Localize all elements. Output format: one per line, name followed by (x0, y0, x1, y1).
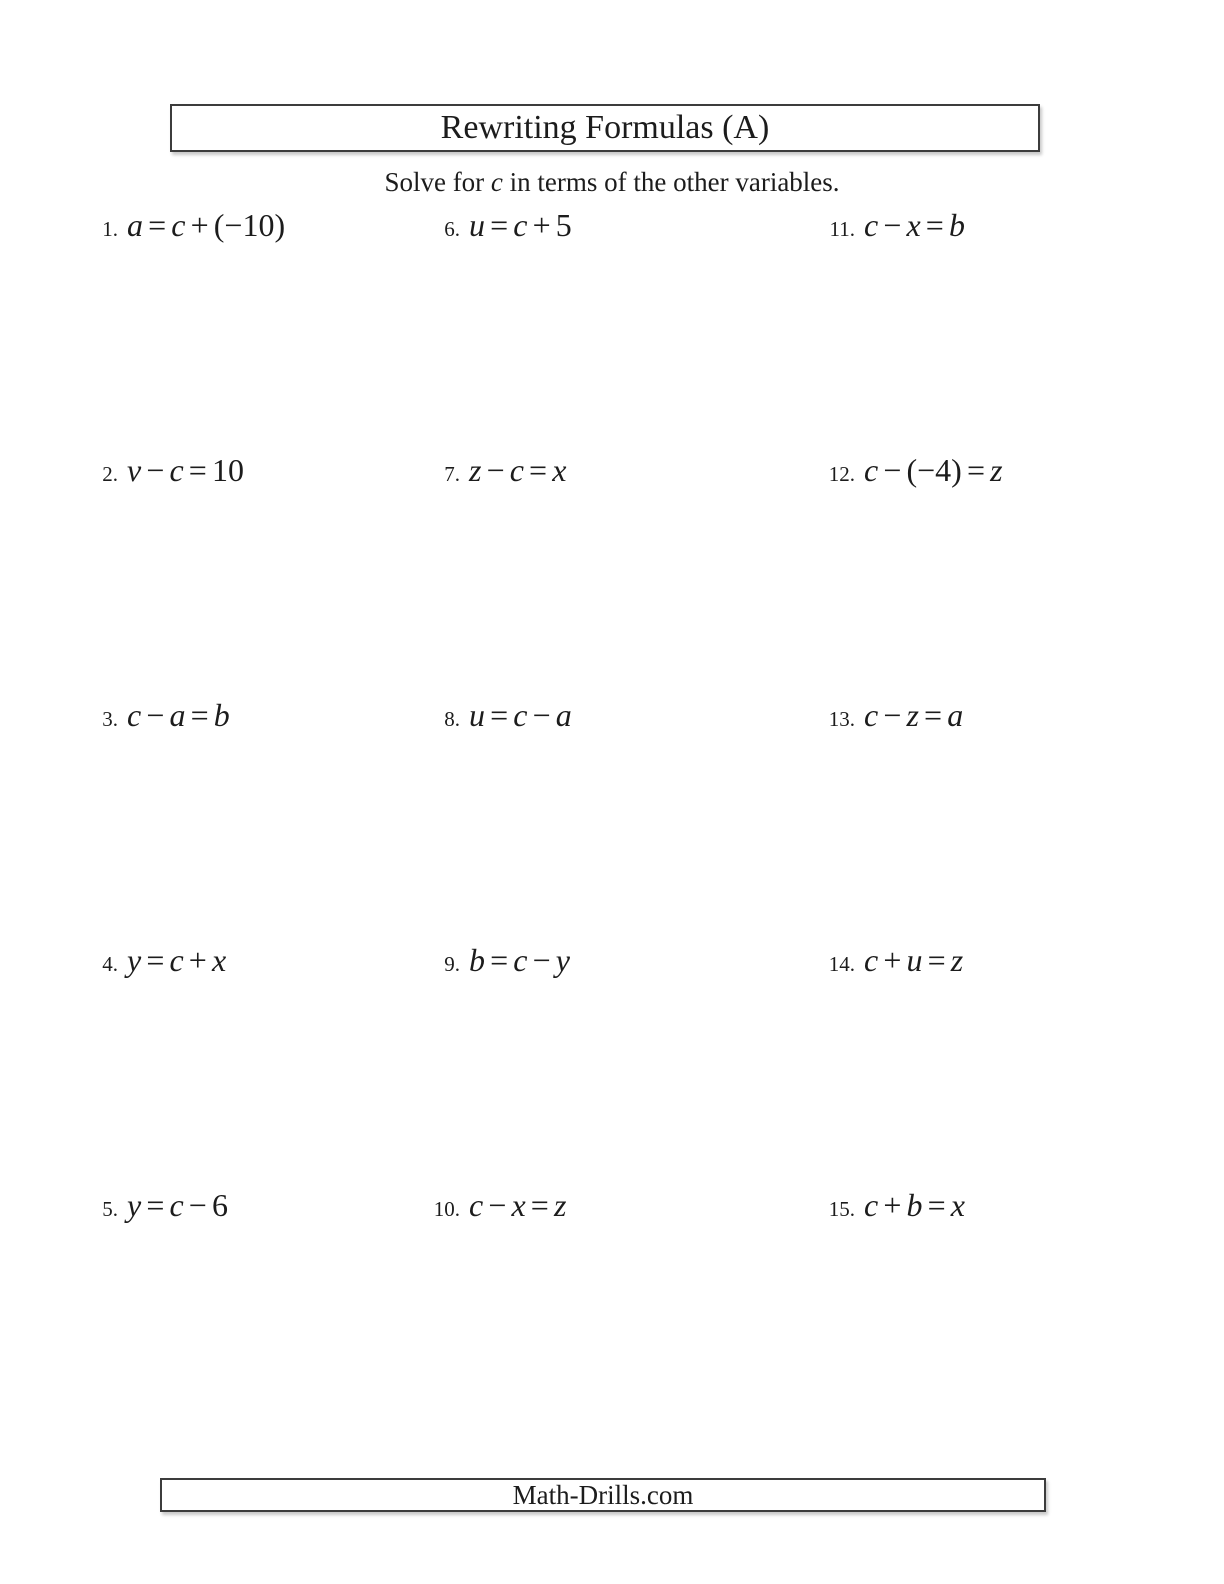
math-variable: v (127, 452, 142, 488)
math-operator: + (190, 207, 209, 243)
math-variable: c (469, 1187, 484, 1223)
equation (469, 207, 572, 244)
equation (127, 452, 244, 489)
math-operator: = (146, 1187, 165, 1223)
math-constant: (−10) (213, 207, 286, 243)
math-constant: (−4) (906, 452, 962, 488)
math-variable: a (169, 697, 186, 733)
equation (469, 452, 566, 489)
math-operator: − (883, 207, 902, 243)
math-variable: c (513, 697, 528, 733)
footer-brand: Math-Drills.com (512, 1479, 694, 1510)
problem-number: 7. (444, 462, 460, 486)
math-constant: 10 (211, 452, 244, 488)
problem-number: 12. (828, 462, 855, 486)
math-variable: u (906, 942, 923, 978)
problem-item (815, 942, 1224, 1187)
equation (864, 452, 1003, 489)
math-operator: − (532, 697, 551, 733)
problem-number: 14. (828, 952, 855, 976)
math-operator: = (530, 1187, 549, 1223)
problem-item (78, 207, 420, 452)
problem-item (78, 1187, 420, 1432)
math-variable: c (169, 1187, 184, 1223)
problem-number: 4. (102, 952, 118, 976)
math-variable: y (555, 942, 570, 978)
math-variable: b (948, 207, 965, 243)
math-operator: = (188, 452, 207, 488)
instructions-variable: c (490, 167, 503, 197)
problem-number: 15. (828, 1197, 855, 1221)
math-operator: = (924, 697, 943, 733)
math-operator: = (190, 697, 209, 733)
problem-number: 6. (444, 217, 460, 241)
problem-item (420, 942, 815, 1187)
math-operator: = (490, 697, 509, 733)
math-variable: u (469, 207, 485, 243)
math-variable: c (864, 452, 879, 488)
math-operator: = (966, 452, 985, 488)
math-operator: − (532, 942, 551, 978)
math-operator: + (532, 207, 551, 243)
math-variable: c (864, 207, 879, 243)
math-variable: c (171, 207, 186, 243)
instructions-prefix: Solve for (384, 167, 491, 197)
problem-item (78, 942, 420, 1187)
math-operator: − (146, 697, 165, 733)
math-constant: 6 (211, 1187, 228, 1223)
math-operator: = (927, 942, 946, 978)
math-operator: + (883, 1187, 902, 1223)
math-variable: c (513, 942, 528, 978)
problem-number: 1. (102, 217, 118, 241)
math-operator: = (490, 942, 509, 978)
problem-item (78, 452, 420, 697)
math-variable: x (511, 1187, 526, 1223)
problem-item (420, 452, 815, 697)
math-variable: c (509, 452, 524, 488)
math-variable: c (127, 697, 142, 733)
math-operator: − (883, 697, 902, 733)
math-operator: = (927, 1187, 946, 1223)
math-variable: x (950, 1187, 965, 1223)
math-variable: y (127, 942, 142, 978)
equation (127, 1187, 228, 1224)
equation (864, 1187, 965, 1224)
equation (864, 697, 963, 734)
equation (127, 942, 226, 979)
math-variable: c (864, 697, 879, 733)
math-constant: 5 (555, 207, 572, 243)
problem-number: 13. (828, 707, 855, 731)
math-operator: + (883, 942, 902, 978)
instructions-suffix: in terms of the other variables. (502, 167, 840, 197)
math-variable: y (127, 1187, 142, 1223)
problem-item (815, 1187, 1224, 1432)
math-variable: x (552, 452, 567, 488)
title-box (170, 104, 1040, 152)
math-operator: − (146, 452, 165, 488)
equation (469, 942, 570, 979)
problem-item (420, 207, 815, 452)
equation (864, 207, 965, 244)
math-variable: a (127, 207, 143, 243)
problem-item (815, 697, 1224, 942)
math-variable: c (864, 942, 879, 978)
math-operator: = (146, 942, 165, 978)
math-operator: = (529, 452, 548, 488)
problem-number: 5. (102, 1197, 118, 1221)
math-variable: z (469, 452, 482, 488)
problem-number: 10. (433, 1197, 460, 1221)
equation (864, 942, 963, 979)
equation (469, 1187, 566, 1224)
math-variable: b (906, 1187, 923, 1223)
math-variable: c (513, 207, 528, 243)
instructions (0, 166, 1224, 198)
equation (469, 697, 572, 734)
math-variable: c (169, 942, 184, 978)
footer-box (160, 1478, 1046, 1512)
problem-number: 11. (829, 217, 855, 241)
equation (127, 207, 285, 244)
math-variable: b (213, 697, 230, 733)
math-variable: a (947, 697, 964, 733)
problem-number: 8. (444, 707, 460, 731)
math-operator: = (490, 207, 509, 243)
math-variable: z (990, 452, 1003, 488)
page-title: Rewriting Formulas (A) (440, 109, 770, 146)
problem-item (815, 207, 1224, 452)
math-variable: a (555, 697, 572, 733)
math-operator: − (188, 1187, 207, 1223)
problem-number: 3. (102, 707, 118, 731)
problems-grid (78, 207, 1224, 1432)
problem-item (420, 1187, 815, 1432)
math-operator: = (925, 207, 944, 243)
math-variable: z (553, 1187, 567, 1223)
math-variable: x (906, 207, 921, 243)
equation (127, 697, 230, 734)
problem-number: 9. (444, 952, 460, 976)
problem-item (420, 697, 815, 942)
problem-item (78, 697, 420, 942)
math-operator: − (486, 452, 505, 488)
math-variable: c (864, 1187, 879, 1223)
math-operator: − (883, 452, 902, 488)
math-variable: z (906, 697, 919, 733)
math-variable: c (169, 452, 184, 488)
problem-number: 2. (102, 462, 118, 486)
math-variable: u (469, 697, 485, 733)
math-operator: = (148, 207, 167, 243)
math-operator: + (188, 942, 207, 978)
math-variable: z (950, 942, 964, 978)
problem-item (815, 452, 1224, 697)
math-variable: b (469, 942, 485, 978)
math-operator: − (488, 1187, 507, 1223)
math-variable: x (211, 942, 227, 978)
